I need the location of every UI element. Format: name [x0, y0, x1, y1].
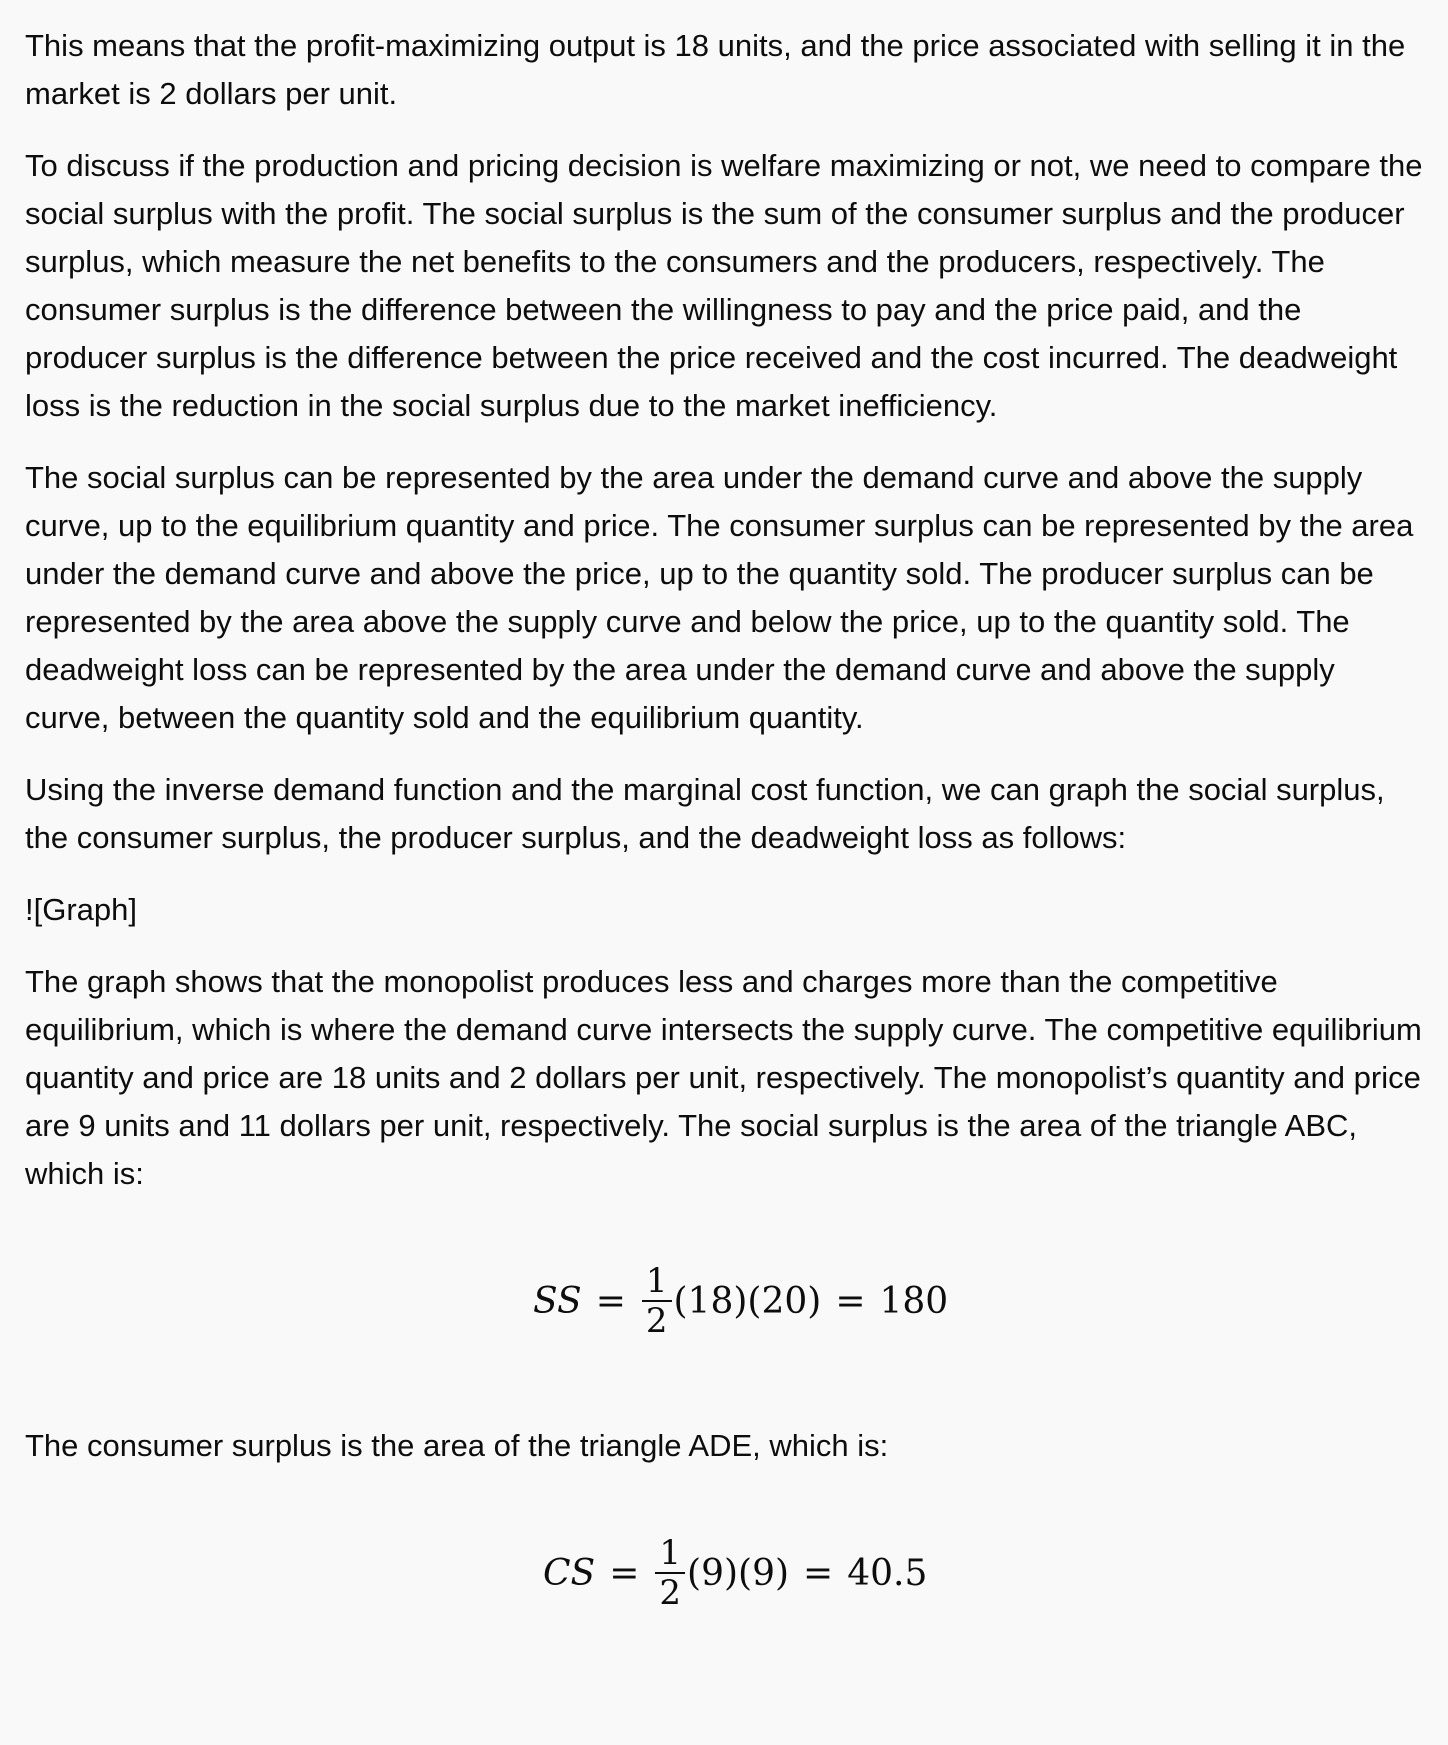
- ss-factors: (18)(20): [673, 1280, 822, 1322]
- response-content: [25, 22, 1425, 1694]
- fraction-numerator: 1: [659, 1533, 682, 1573]
- cs-symbol: CS: [543, 1552, 596, 1594]
- fraction-denominator: 2: [659, 1573, 682, 1613]
- consumer-surplus-equation-block: [25, 1494, 1425, 1694]
- paragraph-graph-explanation: The graph shows that the monopolist produces less and charges more than the competitive equilibrium, which is where the demand curve intersects the supply curve. The competitive equilibrium quantity and price are 18 units and 2 dollars per unit, respectively. The monopolist’s quantity and price are 9 units and 11 dollars per unit, respectively. The social surplus is the area of the triangle ABC, which is:: [25, 964, 1422, 1191]
- fraction-numerator: 1: [645, 1261, 668, 1301]
- consumer-surplus-equation: [543, 1534, 927, 1612]
- paragraph-surplus-areas: The social surplus can be represented by the area under the demand curve and above the supply curve, up to the equilibrium quantity and price. The consumer surplus can be represented by the area under the demand curve and above the price, up to the quantity sold. The producer surplus can be represented by the area above the supply curve and below the price, up to the quantity sold. The deadweight loss can be represented by the area under the demand curve and above the supply curve, between the quantity sold and the equilibrium quantity.: [25, 460, 1414, 735]
- equals-sign: =: [609, 1552, 640, 1594]
- one-half-fraction: [642, 1262, 672, 1340]
- cs-factors: (9)(9): [687, 1552, 790, 1594]
- equals-sign: =: [835, 1280, 866, 1322]
- fraction-denominator: 2: [645, 1301, 668, 1341]
- graph-image-placeholder: ![Graph]: [25, 892, 137, 927]
- equals-sign: =: [595, 1280, 626, 1322]
- social-surplus-equation-block: [25, 1222, 1425, 1422]
- paragraph-profit-max-output: This means that the profit-maximizing output is 18 units, and the price associated with selling it in the market is 2 dollars per unit.: [25, 28, 1406, 111]
- equals-sign: =: [803, 1552, 834, 1594]
- ss-symbol: SS: [533, 1280, 582, 1322]
- social-surplus-equation: [533, 1262, 948, 1340]
- paragraph-graph-intro: Using the inverse demand function and the marginal cost function, we can graph the social surplus, the consumer surplus, the producer surplus, and the deadweight loss as follows:: [25, 772, 1385, 855]
- cs-result: 40.5: [847, 1552, 928, 1594]
- paragraph-welfare-discussion: To discuss if the production and pricing decision is welfare maximizing or not, we need to compare the social surplus with the profit. The social surplus is the sum of the consumer surplus and the producer surplus, which measure the net benefits to the consumers and the producers, respectively. The consumer surplus is the difference between the willingness to pay and the price paid, and the producer surplus is the difference between the price received and the cost incurred. The deadweight loss is the reduction in the social surplus due to the market inefficiency.: [25, 148, 1423, 423]
- ss-result: 180: [879, 1280, 949, 1322]
- paragraph-consumer-surplus: The consumer surplus is the area of the triangle ADE, which is:: [25, 1428, 889, 1463]
- one-half-fraction: [655, 1534, 685, 1612]
